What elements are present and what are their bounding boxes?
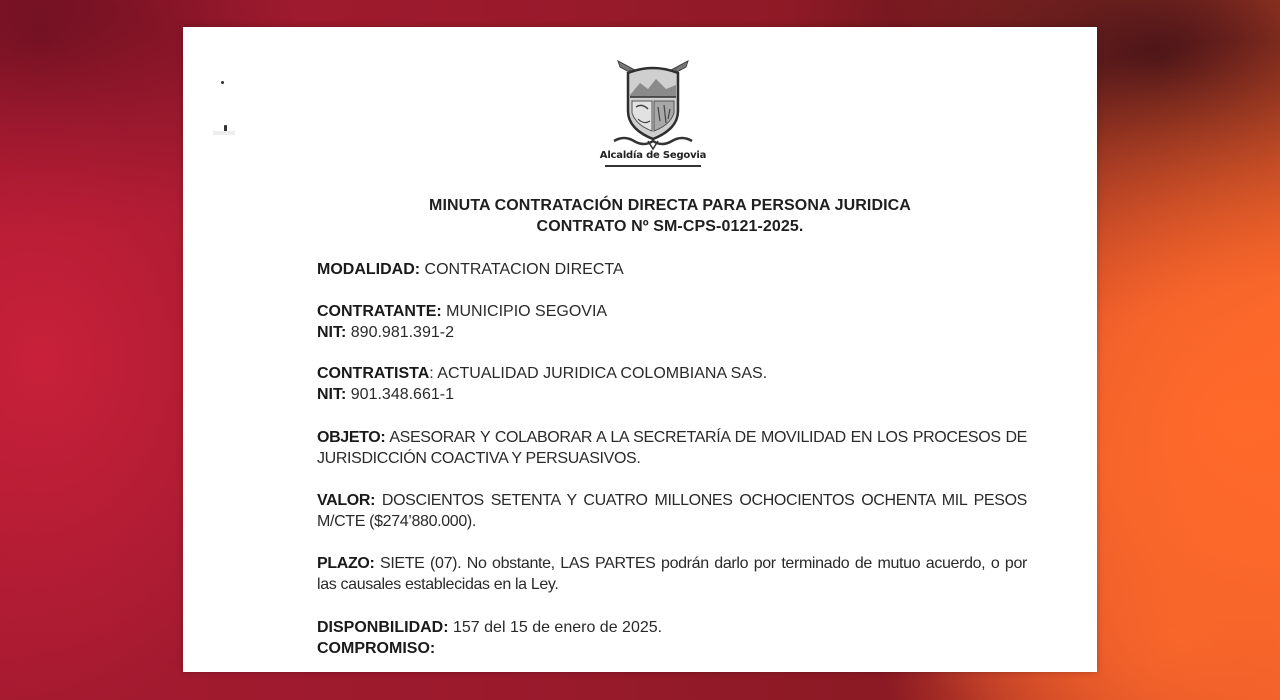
field-label: NIT: <box>317 324 347 341</box>
field-disponibilidad <box>317 617 1027 638</box>
logo-underline <box>605 165 701 167</box>
scan-smudge <box>213 131 235 135</box>
field-compromiso <box>317 638 1027 659</box>
coat-of-arms-icon <box>608 55 698 150</box>
field-label: COMPROMISO: <box>317 640 436 657</box>
field-contratista-nit <box>317 384 1027 405</box>
field-value: MUNICIPIO SEGOVIA <box>441 303 608 320</box>
field-value: 890.981.391-2 <box>346 324 454 341</box>
field-value: ASESORAR Y COLABORAR A LA SECRETARÍA DE MOVILIDAD EN LOS PROCESOS DE JURISDICCIÓN COACTIVA Y PERSUASIVOS. <box>317 429 1027 467</box>
field-label: PLAZO: <box>317 555 375 572</box>
field-label: NIT: <box>317 386 347 403</box>
field-label: CONTRATISTA <box>317 365 430 382</box>
field-label: MODALIDAD: <box>317 261 421 278</box>
field-value: SIETE (07). No obstante, LAS PARTES podrán darlo por terminado de mutuo acuerdo, o por las causales establecidas en la Ley. <box>317 555 1027 593</box>
document-title: MINUTA CONTRATACIÓN DIRECTA PARA PERSONA JURIDICA <box>429 197 911 214</box>
field-objeto <box>317 427 1027 469</box>
contract-document-page <box>183 27 1097 672</box>
document-header-logo <box>588 55 718 170</box>
logo-caption: Alcaldía de Segovia <box>599 150 707 161</box>
field-valor <box>317 490 1027 532</box>
field-modalidad <box>317 259 1027 280</box>
field-label: CONTRATANTE: <box>317 303 442 320</box>
field-value: DOSCIENTOS SETENTA Y CUATRO MILLONES OCHOCIENTOS OCHENTA MIL PESOS M/CTE ($274’880.000). <box>317 492 1027 530</box>
contract-number: CONTRATO Nº SM-CPS-0121-2025. <box>536 218 804 235</box>
field-label: VALOR: <box>317 492 376 509</box>
field-contratante <box>317 301 1027 322</box>
scan-speck <box>221 81 224 84</box>
field-value: 157 del 15 de enero de 2025. <box>448 619 663 636</box>
field-contratista <box>317 363 1027 384</box>
field-value: CONTRATACION DIRECTA <box>420 261 624 278</box>
field-value: : ACTUALIDAD JURIDICA COLOMBIANA SAS. <box>429 365 768 382</box>
field-label: DISPONBILIDAD: <box>317 619 449 636</box>
field-value: 901.348.661-1 <box>346 386 454 403</box>
field-contratante-nit <box>317 322 1027 343</box>
field-plazo <box>317 553 1027 595</box>
field-label: OBJETO: <box>317 429 386 446</box>
